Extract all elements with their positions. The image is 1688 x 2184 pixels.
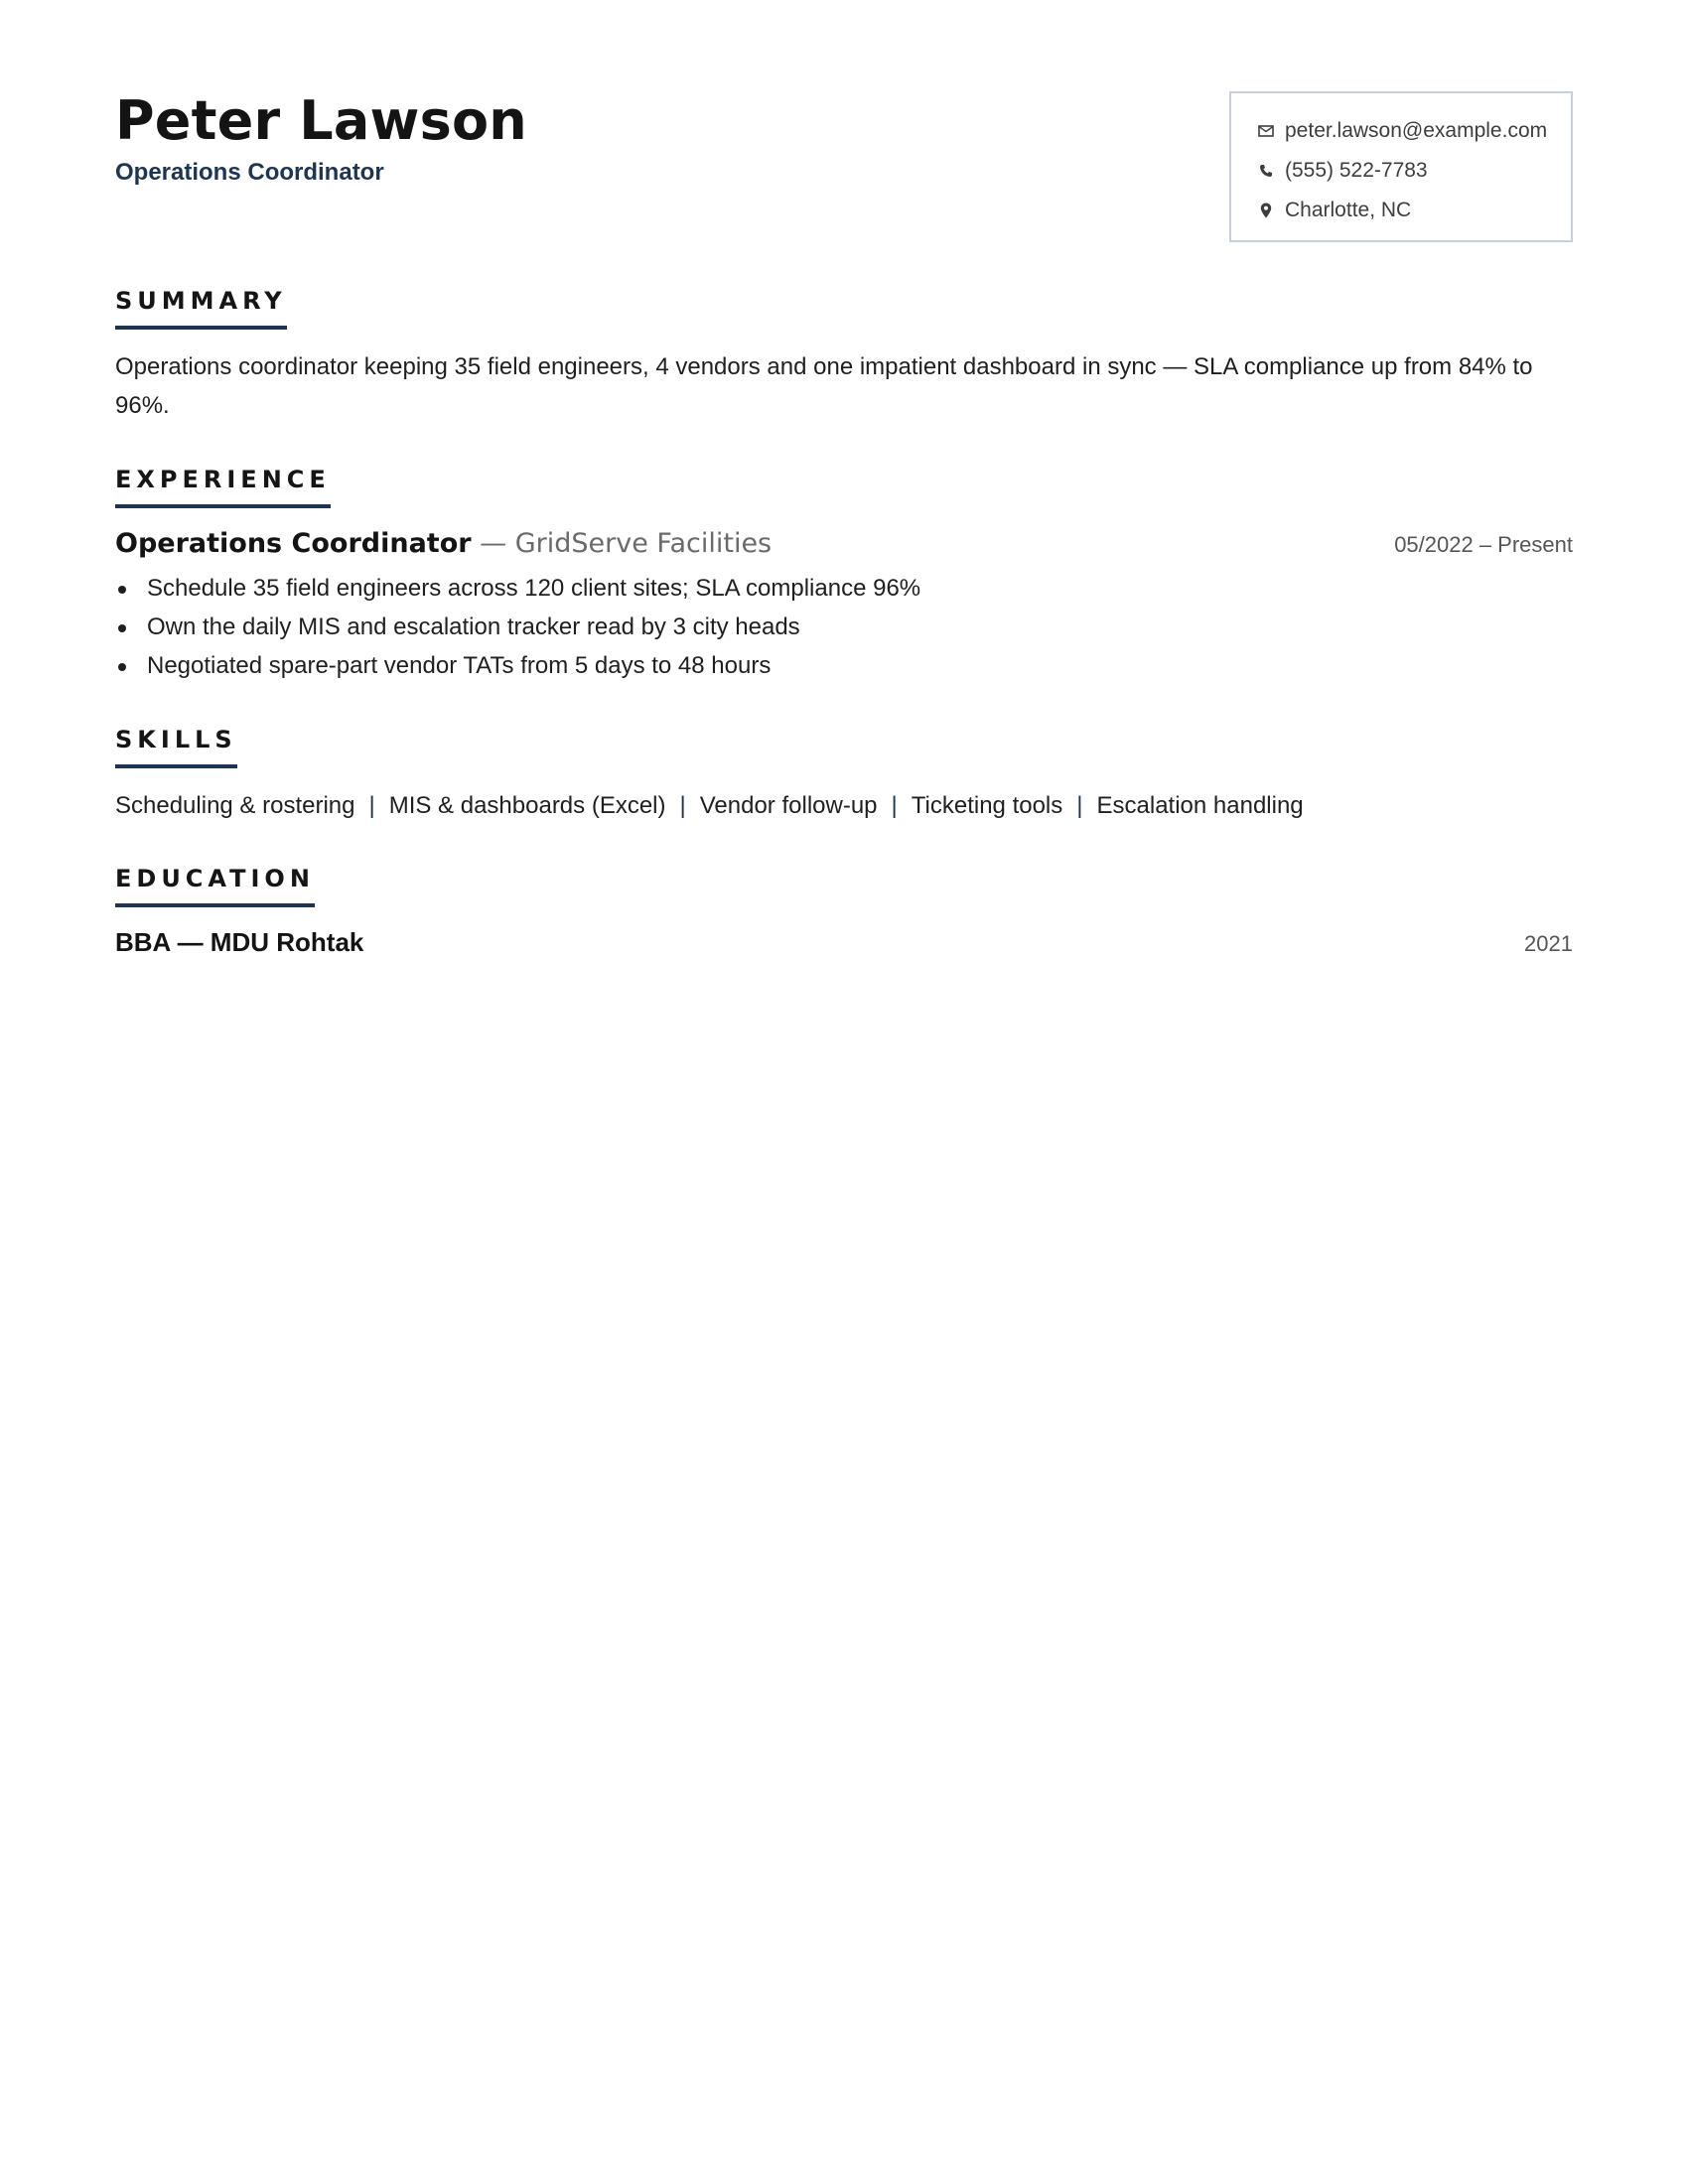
contact-phone[interactable]: (555) 522-7783	[1285, 159, 1428, 182]
phone-icon	[1257, 162, 1275, 180]
list-item: Negotiated spare-part vendor TATs from 5 days to 48 hours	[115, 646, 1573, 685]
skill-separator: |	[891, 792, 898, 819]
list-item: Own the daily MIS and escalation tracker read by 3 city heads	[115, 608, 1573, 646]
contact-location: Charlotte, NC	[1285, 199, 1412, 221]
skill-item: Escalation handling	[1096, 792, 1304, 819]
contact-location-row	[1257, 191, 1571, 230]
contact-email[interactable]: peter.lawson@example.com	[1285, 119, 1548, 142]
skill-item: Ticketing tools	[911, 792, 1063, 819]
job-title: Operations Coordinator	[115, 528, 472, 559]
candidate-name: Peter Lawson	[115, 89, 527, 152]
education-section	[115, 864, 1573, 958]
candidate-role: Operations Coordinator	[115, 159, 384, 186]
mail-icon	[1257, 122, 1275, 140]
resume-page	[115, 85, 1573, 958]
education-heading: EDUCATION	[115, 864, 315, 907]
job-entry	[115, 528, 1573, 559]
skill-item: Scheduling & rostering	[115, 792, 355, 819]
education-degree: BBA — MDU Rohtak	[115, 927, 364, 957]
experience-section	[115, 465, 1573, 685]
contact-box	[1229, 91, 1573, 242]
job-heading	[115, 528, 772, 559]
skill-item: Vendor follow-up	[699, 792, 878, 819]
education-year: 2021	[1524, 931, 1573, 956]
list-item: Schedule 35 field engineers across 120 client sites; SLA compliance 96%	[115, 569, 1573, 608]
location-pin-icon	[1257, 202, 1275, 219]
job-company: — GridServe Facilities	[471, 528, 773, 559]
experience-heading: EXPERIENCE	[115, 465, 331, 508]
education-entry	[115, 927, 1573, 958]
skills-heading: SKILLS	[115, 725, 237, 768]
summary-section	[115, 286, 1573, 425]
skill-separator: |	[368, 792, 375, 819]
summary-heading: SUMMARY	[115, 286, 287, 330]
contact-email-row	[1257, 111, 1571, 151]
job-bullets	[115, 569, 1573, 685]
skills-list	[115, 788, 1573, 824]
skills-section	[115, 725, 1573, 824]
skill-separator: |	[1076, 792, 1083, 819]
skill-separator: |	[679, 792, 686, 819]
contact-phone-row	[1257, 151, 1571, 191]
summary-text: Operations coordinator keeping 35 field engineers, 4 vendors and one impatient dashboard in sync — SLA compliance up from 84% to 96%.	[115, 353, 1533, 419]
skill-item: MIS & dashboards (Excel)	[388, 792, 666, 819]
job-dates: 05/2022 – Present	[1394, 532, 1573, 557]
resume-header	[115, 85, 1573, 256]
